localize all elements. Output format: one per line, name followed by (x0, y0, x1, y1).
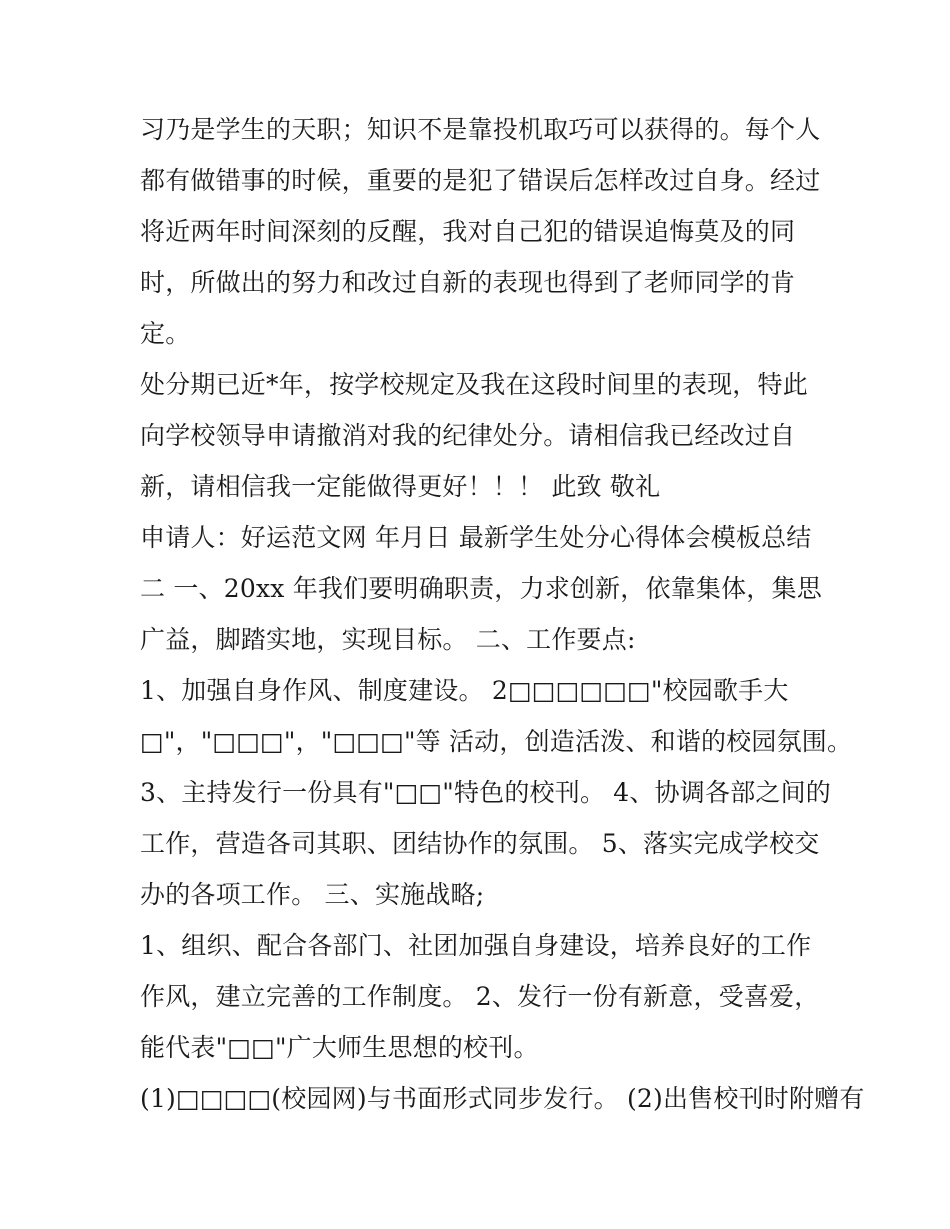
text-line: 作风，建立完善的工作制度。 2、发行一份有新意，受喜爱， (140, 982, 820, 1011)
text-line: 习乃是学生的天职；知识不是靠投机取巧可以获得的。每个人 (140, 115, 821, 144)
text-line: 向学校领导申请撤消对我的纪律处分。请相信我已经改过自 (140, 421, 796, 450)
text-line: 二 一、20xx 年我们要明确职责，力求创新，依靠集体，集思 (140, 574, 822, 603)
text-line: 新，请相信我一定能做得更好！！！ 此致 敬礼 (140, 472, 661, 501)
text-line: 处分期已近*年，按学校规定及我在这段时间里的表现，特此 (140, 370, 808, 399)
document-body (140, 104, 865, 1124)
text-line: 都有做错事的时候，重要的是犯了错误后怎样改过自身。经过 (140, 166, 821, 195)
text-line: 将近两年时间深刻的反醒，我对自己犯的错误追悔莫及的同 (140, 217, 796, 246)
text-line: (1)□□□□(校园网)与书面形式同步发行。 (2)出售校刊时附赠有 (140, 1084, 865, 1113)
text-line: 办的各项工作。 三、实施战略; (140, 880, 485, 909)
text-line: 3、主持发行一份具有"□□"特色的校刊。 4、协调各部之间的 (140, 778, 831, 807)
text-line: 申请人：好运范文网 年月日 最新学生处分心得体会模板总结 (140, 523, 812, 552)
text-line: 定。 (140, 319, 191, 348)
text-line: 广益，脚踏实地，实现目标。 二、工作要点: (140, 625, 636, 654)
text-line: 1、加强自身作风、制度建设。 2□□□□□□"校园歌手大 (140, 676, 789, 705)
text-line: □"，"□□□"，"□□□"等 活动，创造活泼、和谐的校园氛围。 (140, 727, 853, 756)
text-line: 时，所做出的努力和改过自新的表现也得到了老师同学的肯 (140, 268, 796, 297)
text-line: 能代表"□□"广大师生思想的校刊。 (140, 1033, 539, 1062)
text-line: 工作，营造各司其职、团结协作的氛围。 5、落实完成学校交 (140, 829, 820, 858)
text-line: 1、组织、配合各部门、社团加强自身建设，培养良好的工作 (140, 931, 812, 960)
